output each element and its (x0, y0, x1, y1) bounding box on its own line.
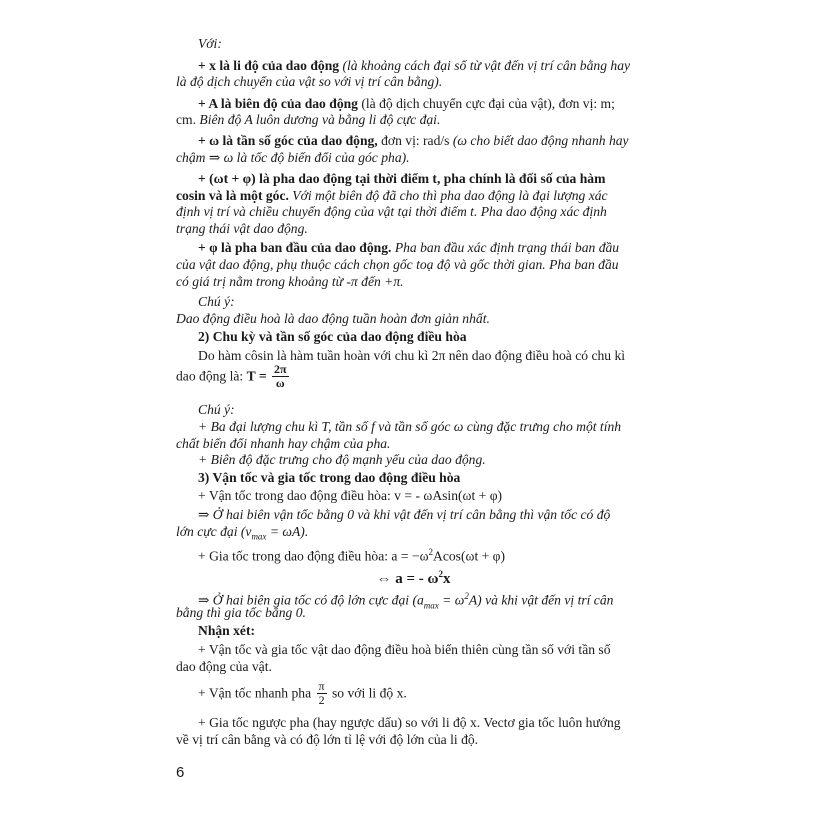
text-line: định vị trí và chiều chuyển động của vật tại thời điểm t. Pha dao động xác định (176, 204, 607, 219)
text-line: Chú ý: (198, 402, 235, 417)
text-line: + (ωt + φ) là pha dao động tại thời điểm t, pha chính là đối số của hàm (198, 171, 606, 186)
text-line: của vật dao động, phụ thuộc cách chọn gốc toạ độ và gốc thời gian. Pha ban đầu (176, 257, 619, 272)
page-number: 6 (176, 764, 185, 781)
period-fraction: $\frac{2\pi}{\omega}$ (273, 362, 287, 390)
formula-line: dao động là: T = $\frac{2\pi}{\omega}$ (176, 362, 287, 390)
text-line: + Ba đại lượng chu kì T, tần số f và tần số góc ω cùng đặc trưng cho một tính (198, 419, 622, 434)
text-line: + ω là tần số góc của dao động, đơn vị: rad/s (ω cho biết dao động nhanh hay (198, 133, 629, 148)
text-line: chậm ⇒ ω là tốc độ biến đổi của góc pha). (176, 150, 410, 165)
text-line: + A là biên độ của dao động (là độ dịch chuyển cực đại của vật), đơn vị: m; (198, 96, 615, 111)
text-line: + x là li độ của dao động (là khoảng cách đại số từ vật đến vị trí cân bằng hay (198, 58, 631, 73)
text-line: là độ dịch chuyển của vật so với vị trí cân bằng). (176, 74, 443, 89)
text-line: Chú ý: (198, 294, 235, 309)
text-line: + Vận tốc và gia tốc vật dao động điều hoà biến thiên cùng tần số với tần số (198, 642, 611, 657)
text-line: ⇒ Ở hai biên vận tốc bằng 0 và khi vật đến vị trí cân bằng thì vận tốc có độ (198, 507, 611, 522)
text-line: Với: (198, 36, 222, 51)
formula-line: + Vận tốc nhanh pha $\frac{\pi}{2}$ so với li độ x. (198, 679, 407, 707)
text-line: + Gia tốc trong dao động điều hòa: $a = -\omega^2Acos(\omega t + \varphi)$ (198, 547, 506, 564)
text-line: + Biên độ đặc trưng cho độ mạnh yếu của dao động. (198, 452, 486, 467)
text-line: cm. Biên độ A luôn dương và bằng li độ cực đại. (176, 112, 441, 127)
text-line: + Gia tốc ngược pha (hay ngược dấu) so với li độ x. Vectơ gia tốc luôn hướng (198, 715, 621, 730)
text-line: Do hàm côsin là hàm tuần hoàn với chu kì 2π nên dao động điều hoà có chu kì (198, 348, 626, 363)
text-line: chất biến đổi nhanh hay chậm của pha. (176, 436, 391, 451)
text-line: dao động của vật. (176, 659, 272, 674)
text-line: + Vận tốc trong dao động điều hòa: v = - ωAsin(ωt + φ) (198, 488, 503, 503)
text-line: lớn cực đại $(v_{max} = \omega A)$. (176, 524, 309, 542)
text-line: trạng thái vật dao động. (176, 221, 308, 236)
section-heading: 2) Chu kỳ và tần số góc của dao động điều hòa (198, 329, 467, 344)
text-line: về vị trí cân bằng và có độ lớn tỉ lệ với độ lớn của li độ. (176, 732, 479, 747)
section-heading: 3) Vận tốc và gia tốc trong dao động điều hòa (198, 470, 461, 485)
section-heading: Nhận xét: (198, 623, 256, 638)
text-line: ⇒ Ở hai biên gia tốc có độ lớn cực đại $(a_{max} = \omega^2A)$ và khi vật đến vị trí cân (198, 591, 614, 611)
text-line: + φ là pha ban đầu của dao động. Pha ban đầu xác định trạng thái ban đầu (198, 240, 620, 255)
formula-line: ⇔ a = - $\omega^2x$ (376, 569, 451, 587)
text-line: bằng thì gia tốc bằng 0. (176, 605, 306, 620)
text-line: có giá trị nằm trong khoảng từ -π đến +π. (176, 274, 404, 289)
text-line: Dao động điều hoà là dao động tuần hoàn đơn giản nhất. (176, 311, 490, 326)
phase-fraction: $\frac{\pi}{2}$ (318, 679, 325, 707)
text-line: cosin và là một góc. Với một biên độ đã cho thì pha dao động là đại lượng xác (176, 188, 608, 203)
